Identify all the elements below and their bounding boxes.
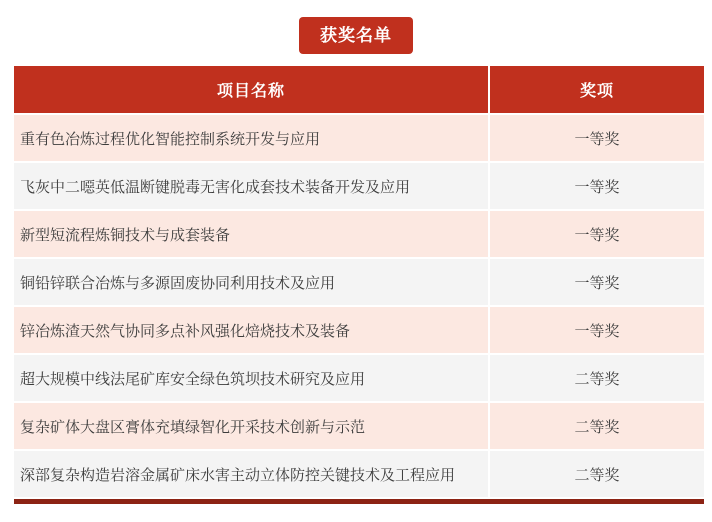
project-name-cell: 深部复杂构造岩溶金属矿床水害主动立体防控关键技术及工程应用 <box>14 451 488 497</box>
table-row <box>14 115 704 161</box>
award-cell: 一等奖 <box>490 259 704 305</box>
page-title: 获奖名单 <box>299 17 413 54</box>
table-row <box>14 259 704 305</box>
table-bottom-border <box>14 499 704 504</box>
award-cell: 一等奖 <box>490 211 704 257</box>
project-name-cell: 新型短流程炼铜技术与成套装备 <box>14 211 488 257</box>
table-row <box>14 355 704 401</box>
project-name-cell: 重有色冶炼过程优化智能控制系统开发与应用 <box>14 115 488 161</box>
award-cell: 二等奖 <box>490 355 704 401</box>
award-cell: 二等奖 <box>490 403 704 449</box>
project-name-cell: 飞灰中二噁英低温断键脱毒无害化成套技术装备开发及应用 <box>14 163 488 209</box>
table-row <box>14 403 704 449</box>
table-row <box>14 307 704 353</box>
table-body <box>14 115 704 497</box>
award-cell: 一等奖 <box>490 307 704 353</box>
project-name-cell: 超大规模中线法尾矿库安全绿色筑坝技术研究及应用 <box>14 355 488 401</box>
award-table <box>14 66 704 504</box>
award-cell: 一等奖 <box>490 115 704 161</box>
award-cell: 一等奖 <box>490 163 704 209</box>
table-row <box>14 163 704 209</box>
table-header-row <box>14 66 704 113</box>
table-row <box>14 211 704 257</box>
page-header <box>0 0 712 54</box>
project-name-cell: 铜铅锌联合冶炼与多源固废协同利用技术及应用 <box>14 259 488 305</box>
project-name-cell: 锌冶炼渣天然气协同多点补风强化焙烧技术及装备 <box>14 307 488 353</box>
column-header-project-name: 项目名称 <box>14 66 488 113</box>
table-row <box>14 451 704 497</box>
project-name-cell: 复杂矿体大盘区膏体充填绿智化开采技术创新与示范 <box>14 403 488 449</box>
column-header-award: 奖项 <box>490 66 704 113</box>
award-cell: 二等奖 <box>490 451 704 497</box>
